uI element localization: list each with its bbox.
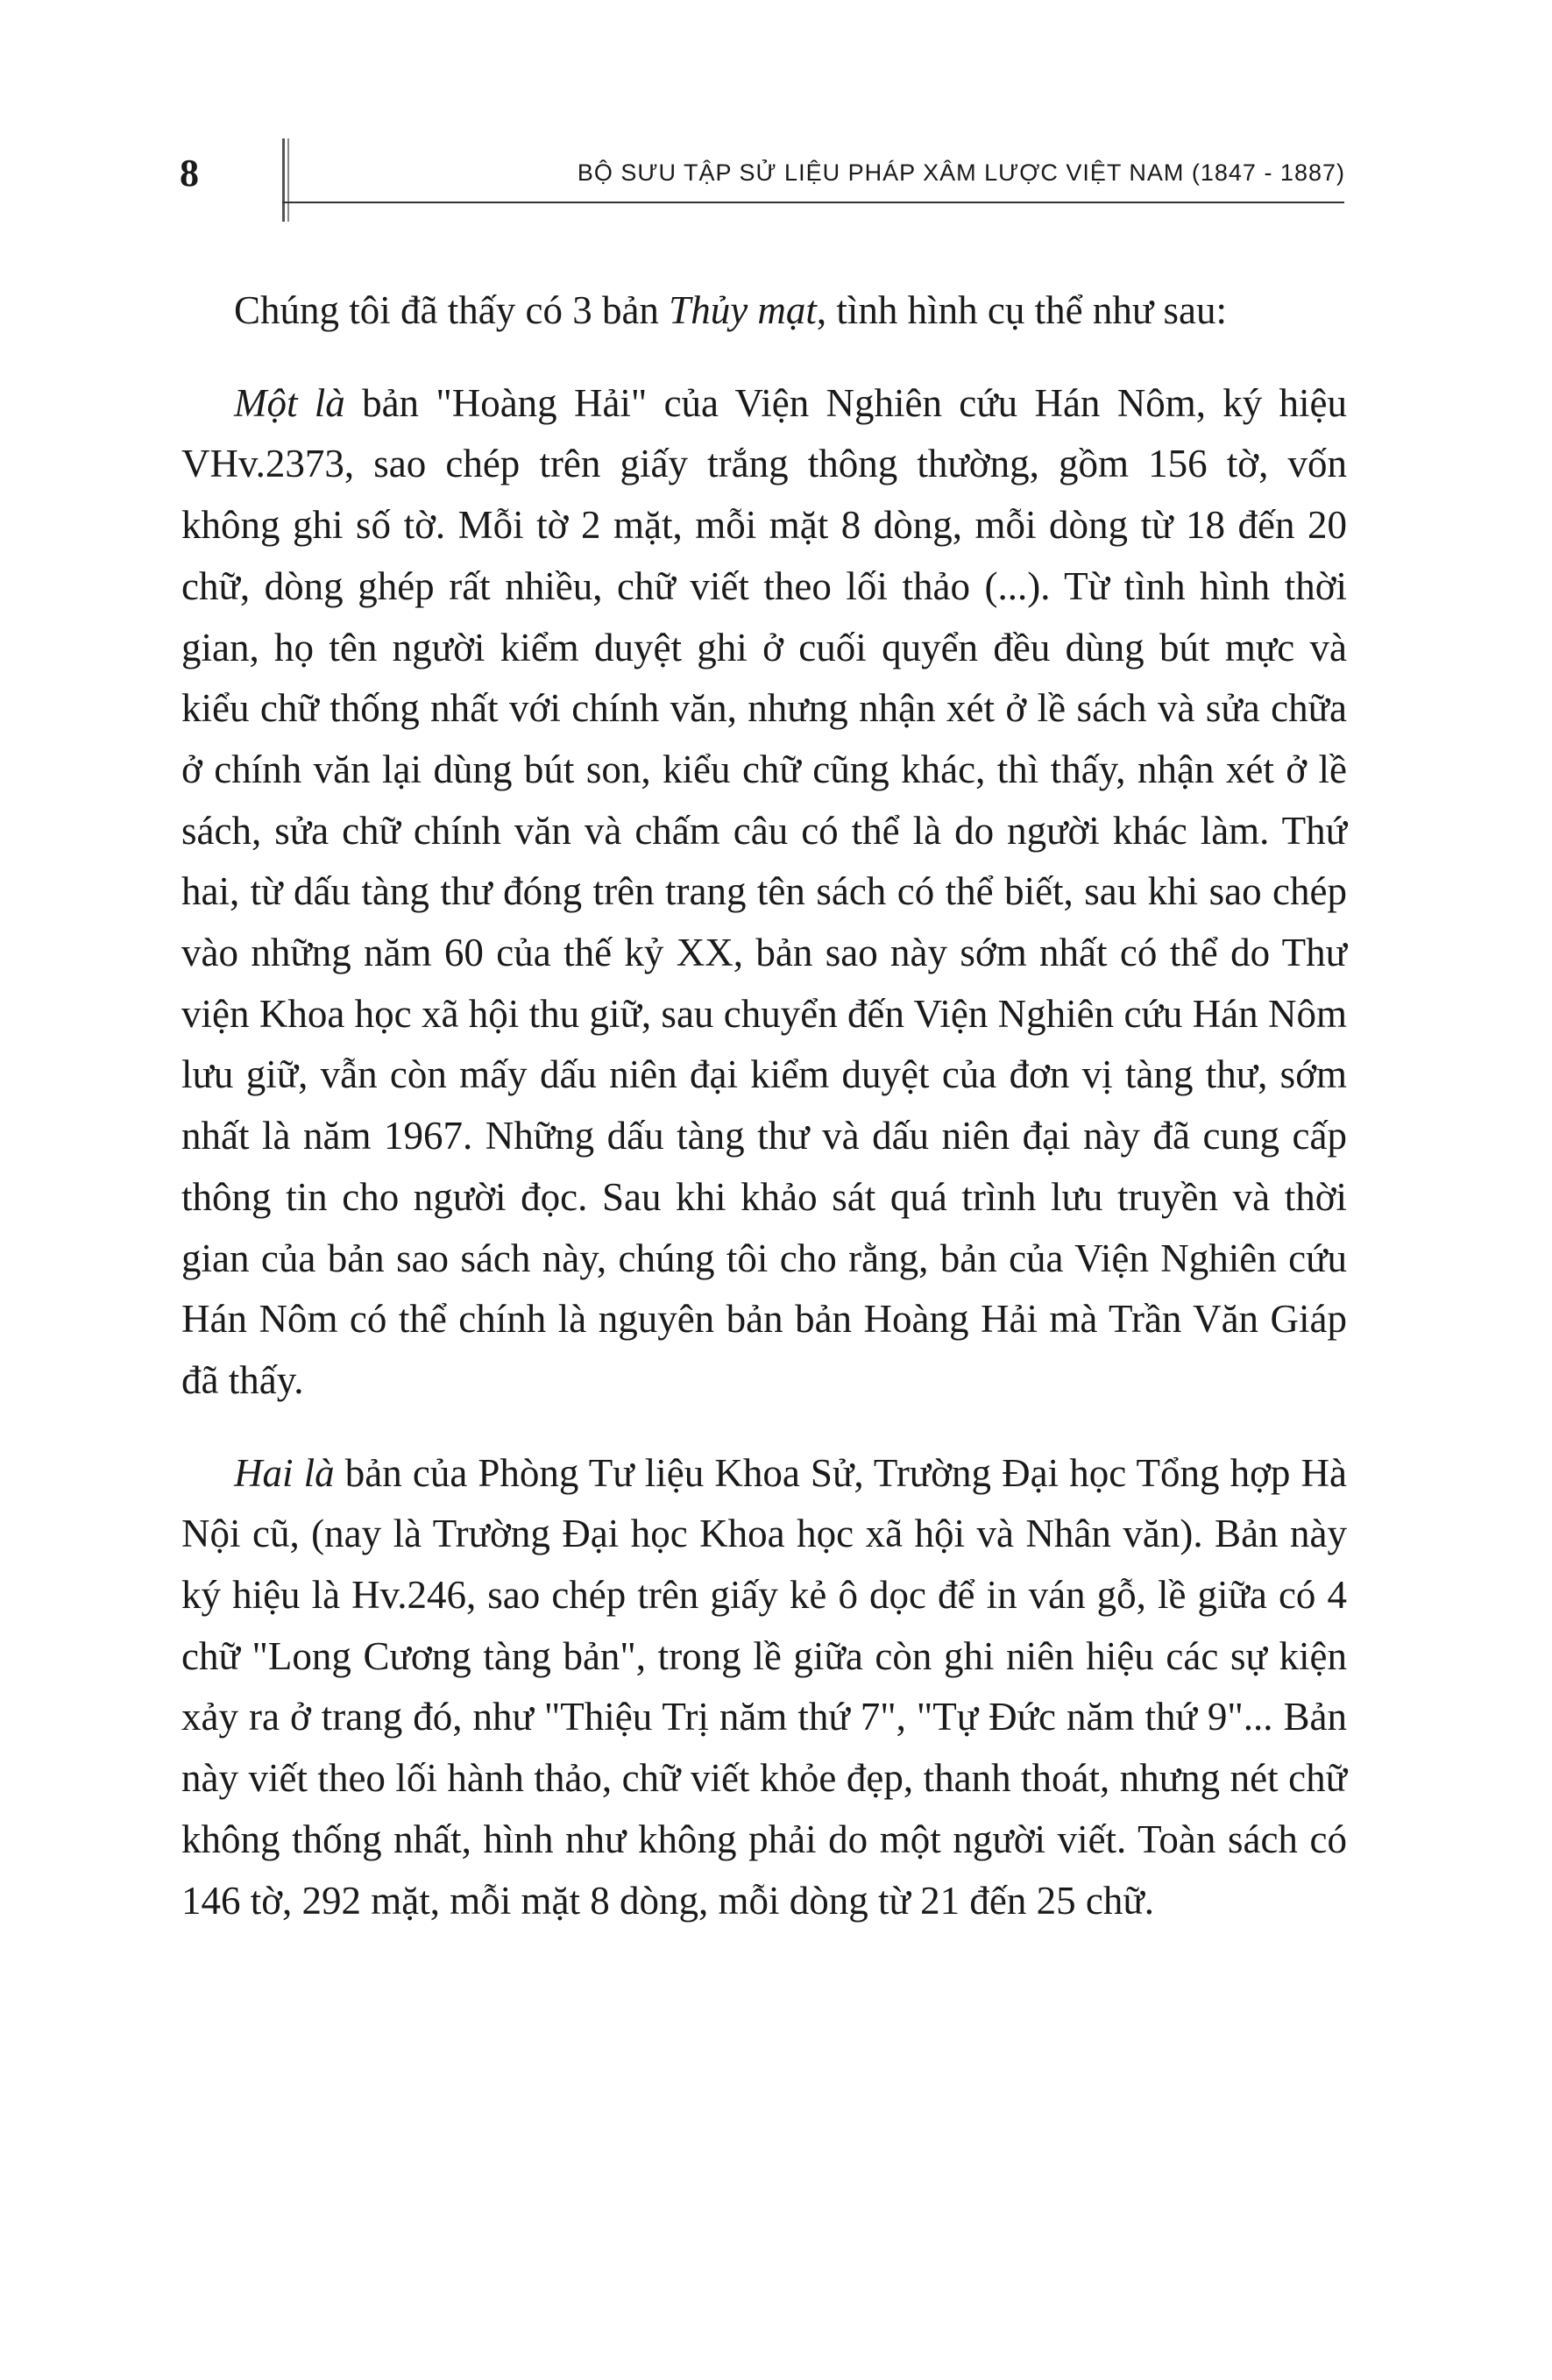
page-number: 8 [180, 152, 199, 195]
paragraph-first-copy [181, 373, 1347, 1412]
header-divider [282, 138, 285, 222]
italic-lead: Một là [234, 380, 345, 425]
paragraph-text: bản của Phòng Tư liệu Khoa Sử, Trường Đại học Tổng hợp Hà Nội cũ, (nay là Trường Đại học Khoa học xã hội và Nhân văn). Bản này ký hiệu là Hv.246, sao chép trên giấy kẻ ô dọc để in ván gỗ, lề giữa có 4 chữ "Long Cương tàng bản", trong lề giữa còn ghi niên hiệu các sự kiện xảy ra ở trang đó, như "Thiệu Trị năm thứ 7", "Tự Đức năm thứ 9"... Bản này viết theo lối hành thảo, chữ viết khỏe đẹp, thanh thoát, nhưng nét chữ không thống nhất, hình như không phải do một người viết. Toàn sách có 146 tờ, 292 mặt, mỗi mặt 8 dòng, mỗi dòng từ 21 đến 25 chữ. [181, 1450, 1347, 1923]
body-text [181, 280, 1347, 1963]
paragraph-text: Chúng tôi đã thấy có 3 bản [234, 288, 670, 332]
running-title: BỘ SƯU TẬP SỬ LIỆU PHÁP XÂM LƯỢC VIỆT NAM (1847 - 1887) [577, 159, 1345, 186]
paragraph-second-copy [181, 1443, 1347, 1932]
paragraph-intro [181, 280, 1347, 342]
header-divider-secondary [287, 138, 289, 222]
italic-lead: Hai là [234, 1450, 335, 1495]
header-rule [282, 202, 1344, 203]
paragraph-text: bản "Hoàng Hải" của Viện Nghiên cứu Hán Nôm, ký hiệu VHv.2373, sao chép trên giấy trắng thông thường, gồm 156 tờ, vốn không ghi số tờ. Mỗi tờ 2 mặt, mỗi mặt 8 dòng, mỗi dòng từ 18 đến 20 chữ, dòng ghép rất nhiều, chữ viết theo lối thảo (...). Từ tình hình thời gian, họ tên người kiểm duyệt ghi ở cuối quyển đều dùng bút mực và kiểu chữ thống nhất với chính văn, nhưng nhận xét ở lề sách và sửa chữa ở chính văn lại dùng bút son, kiểu chữ cũng khác, thì thấy, nhận xét ở lề sách, sửa chữ chính văn và chấm câu có thể là do người khác làm. Thứ hai, từ dấu tàng thư đóng trên trang tên sách có thể biết, sau khi sao chép vào những năm 60 của thế kỷ XX, bản sao này sớm nhất có thể do Thư viện Khoa học xã hội thu giữ, sau chuyển đến Viện Nghiên cứu Hán Nôm lưu giữ, vẫn còn mấy dấu niên đại kiểm duyệt của đơn vị tàng thư, sớm nhất là năm 1967. Những dấu tàng thư và dấu niên đại này đã cung cấp thông tin cho người đọc. Sau khi khảo sát quá trình lưu truyền và thời gian của bản sao sách này, chúng tôi cho rằng, bản của Viện Nghiên cứu Hán Nôm có thể chính là nguyên bản bản Hoàng Hải mà Trần Văn Giáp đã thấy. [181, 380, 1347, 1402]
page-header [0, 0, 1552, 228]
paragraph-text: , tình hình cụ thể như sau: [816, 288, 1228, 332]
italic-term: Thủy mạt [669, 288, 817, 332]
